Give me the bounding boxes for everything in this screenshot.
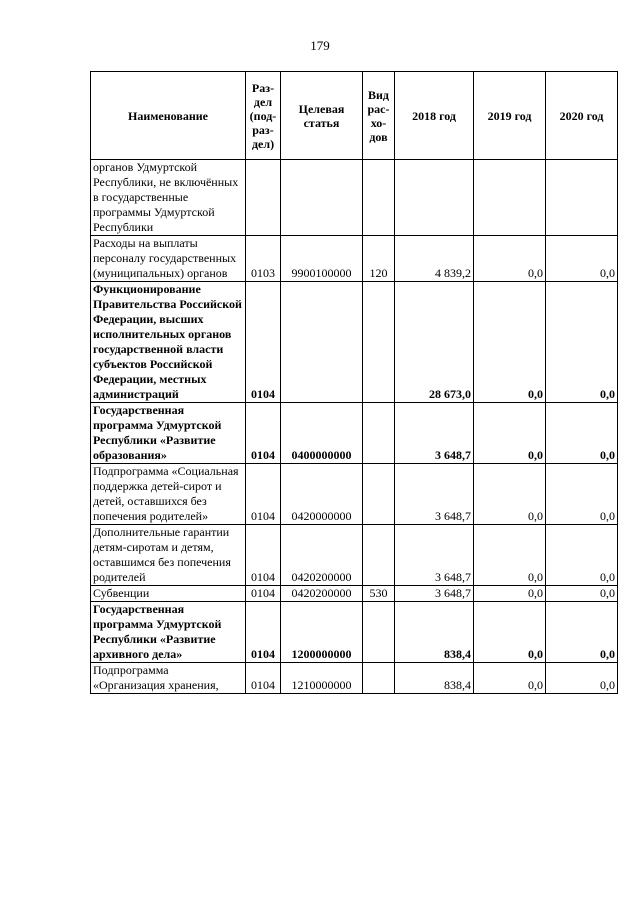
cell-vid: [363, 525, 395, 586]
cell-2018: 3 648,7: [395, 403, 474, 464]
cell-2018: 838,4: [395, 602, 474, 663]
cell-2018: 28 673,0: [395, 282, 474, 403]
cell-2019: [474, 160, 546, 236]
budget-table: [90, 71, 618, 694]
cell-name: Государственная программа Удмуртской Республики «Развитие образования»: [91, 403, 246, 464]
table-row: [91, 602, 618, 663]
cell-2019: 0,0: [474, 663, 546, 694]
cell-target: 0420200000: [281, 525, 363, 586]
table-row: [91, 525, 618, 586]
cell-target: 0420000000: [281, 464, 363, 525]
cell-razdel: 0104: [246, 586, 281, 602]
cell-2020: 0,0: [546, 282, 618, 403]
header-2020: 2020 год: [546, 72, 618, 160]
cell-2020: 0,0: [546, 403, 618, 464]
cell-2019: 0,0: [474, 282, 546, 403]
cell-vid: [363, 282, 395, 403]
cell-target: 1210000000: [281, 663, 363, 694]
header-2018: 2018 год: [395, 72, 474, 160]
cell-2020: 0,0: [546, 586, 618, 602]
cell-2018: 3 648,7: [395, 586, 474, 602]
cell-vid: [363, 663, 395, 694]
cell-2019: 0,0: [474, 464, 546, 525]
cell-2018: 3 648,7: [395, 464, 474, 525]
table-row: [91, 282, 618, 403]
cell-razdel: [246, 160, 281, 236]
cell-2020: 0,0: [546, 236, 618, 282]
cell-target: 0420200000: [281, 586, 363, 602]
cell-razdel: 0104: [246, 282, 281, 403]
cell-target: 1200000000: [281, 602, 363, 663]
cell-name: Субвенции: [91, 586, 246, 602]
cell-vid: [363, 464, 395, 525]
cell-razdel: 0104: [246, 525, 281, 586]
cell-vid: 120: [363, 236, 395, 282]
cell-2018: 838,4: [395, 663, 474, 694]
cell-name: Государственная программа Удмуртской Республики «Развитие архивного дела»: [91, 602, 246, 663]
header-row: [91, 72, 618, 160]
cell-vid: [363, 403, 395, 464]
cell-2018: 3 648,7: [395, 525, 474, 586]
table-row: [91, 586, 618, 602]
cell-razdel: 0103: [246, 236, 281, 282]
cell-2020: 0,0: [546, 602, 618, 663]
cell-razdel: 0104: [246, 464, 281, 525]
cell-2020: 0,0: [546, 525, 618, 586]
cell-vid: [363, 160, 395, 236]
table-row: [91, 403, 618, 464]
cell-razdel: 0104: [246, 602, 281, 663]
table-row: [91, 663, 618, 694]
cell-razdel: 0104: [246, 403, 281, 464]
table-row: [91, 160, 618, 236]
cell-target: 9900100000: [281, 236, 363, 282]
page-number: 179: [310, 38, 330, 53]
cell-name: органов Удмуртской Республики, не включённых в государственные программы Удмуртской Республики: [91, 160, 246, 236]
cell-2019: 0,0: [474, 403, 546, 464]
cell-target: [281, 160, 363, 236]
cell-2020: 0,0: [546, 464, 618, 525]
cell-2019: 0,0: [474, 586, 546, 602]
cell-name: Подпрограмма «Социальная поддержка детей-сирот и детей, оставшихся без попечения родителей»: [91, 464, 246, 525]
cell-vid: 530: [363, 586, 395, 602]
cell-2019: 0,0: [474, 525, 546, 586]
cell-name: Функционирование Правительства Российской Федерации, высших исполнительных органов государственной власти субъектов Российской Федерации, местных администраций: [91, 282, 246, 403]
cell-2018: [395, 160, 474, 236]
cell-target: 0400000000: [281, 403, 363, 464]
cell-2020: [546, 160, 618, 236]
cell-name: Дополнительные гарантии детям-сиротам и детям, оставшимся без попечения родителей: [91, 525, 246, 586]
cell-name: Подпрограмма «Организация хранения,: [91, 663, 246, 694]
cell-vid: [363, 602, 395, 663]
header-2019: 2019 год: [474, 72, 546, 160]
header-razdel: Раз- дел (под- раз- дел): [246, 72, 281, 160]
cell-2019: 0,0: [474, 602, 546, 663]
cell-2018: 4 839,2: [395, 236, 474, 282]
cell-2020: 0,0: [546, 663, 618, 694]
cell-2019: 0,0: [474, 236, 546, 282]
header-name: Наименование: [91, 72, 246, 160]
cell-name: Расходы на выплаты персоналу государственных (муниципальных) органов: [91, 236, 246, 282]
cell-target: [281, 282, 363, 403]
header-target: Целевая статья: [281, 72, 363, 160]
cell-razdel: 0104: [246, 663, 281, 694]
table-row: [91, 464, 618, 525]
table-row: [91, 236, 618, 282]
header-vid: Вид рас- хо- дов: [363, 72, 395, 160]
